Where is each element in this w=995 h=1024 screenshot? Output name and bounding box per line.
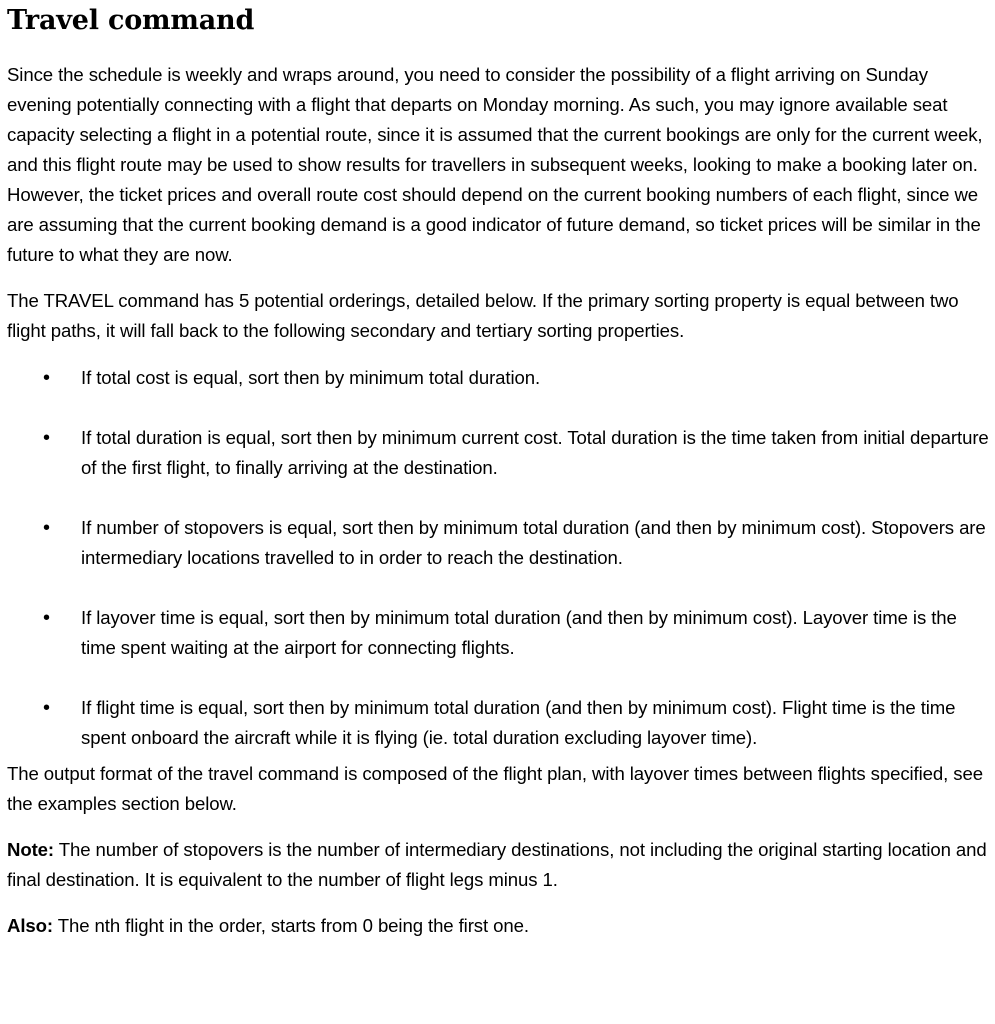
bullet-icon: • (43, 367, 50, 389)
note-label: Note: (7, 839, 55, 860)
document-page (7, 0, 992, 941)
list-item (7, 423, 992, 483)
also-text: The nth flight in the order, starts from 0 being the first one. (53, 915, 529, 936)
list-item-text: If layover time is equal, sort then by minimum total duration (and then by minimum cost). Layover time is the time spent waiting at the airport for connecting flights. (81, 607, 957, 658)
also-label: Also: (7, 915, 53, 936)
list-item (7, 363, 992, 393)
orderings-list (7, 363, 992, 753)
list-item-text: If total duration is equal, sort then by minimum current cost. Total duration is the time taken from initial departure of the first flight, to finally arriving at the destination. (81, 427, 989, 478)
also-paragraph (7, 911, 992, 941)
list-item-text: If total cost is equal, sort then by minimum total duration. (81, 367, 541, 388)
orderings-paragraph: The TRAVEL command has 5 potential orderings, detailed below. If the primary sorting property is equal between two flight paths, it will fall back to the following secondary and tertiary sorting properties. (7, 290, 959, 341)
output-paragraph: The output format of the travel command is composed of the flight plan, with layover times between flights specified, see the examples section below. (7, 763, 983, 814)
list-item (7, 693, 992, 753)
page-title: Travel command (7, 5, 255, 36)
list-item (7, 513, 992, 573)
list-item (7, 603, 992, 663)
note-paragraph (7, 835, 992, 895)
bullet-icon: • (43, 517, 50, 539)
note-text: The number of stopovers is the number of intermediary destinations, not including the original starting location and final destination. It is equivalent to the number of flight legs minus 1. (7, 839, 987, 890)
bullet-icon: • (43, 427, 50, 449)
list-item-text: If number of stopovers is equal, sort then by minimum total duration (and then by minimum cost). Stopovers are intermediary locations travelled to in order to reach the destination. (81, 517, 986, 568)
bullet-icon: • (43, 697, 50, 719)
bullet-icon: • (43, 607, 50, 629)
list-item-text: If flight time is equal, sort then by minimum total duration (and then by minimum cost). Flight time is the time spent onboard the aircraft while it is flying (ie. total duration excluding layover time). (81, 697, 956, 748)
intro-paragraph: Since the schedule is weekly and wraps around, you need to consider the possibility of a flight arriving on Sunday evening potentially connecting with a flight that departs on Monday morning. As such, you may ignore available seat capacity selecting a flight in a potential route, since it is assumed that the current bookings are only for the current week, and this flight route may be used to show results for travellers in subsequent weeks, looking to make a booking later on. However, the ticket prices and overall route cost should depend on the current booking numbers of each flight, since we are assuming that the current booking demand is a good indicator of future demand, so ticket prices will be similar in the future to what they are now. (7, 64, 983, 265)
